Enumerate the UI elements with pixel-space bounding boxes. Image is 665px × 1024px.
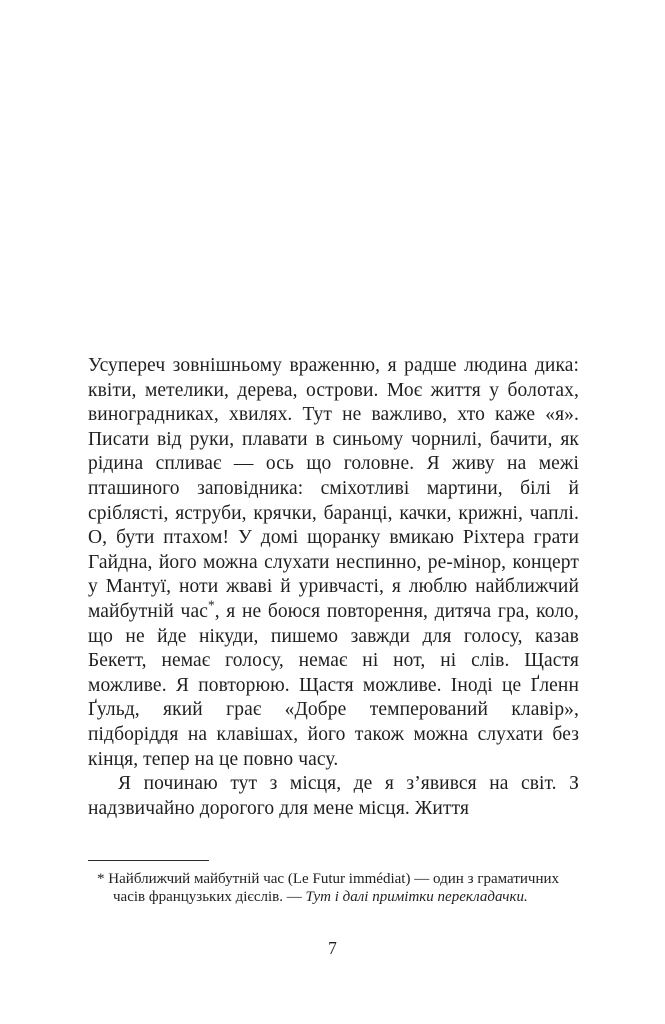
footnote (97, 871, 559, 907)
footnote-area (88, 860, 568, 907)
paragraph-1-text-before-marker: Усупереч зовнішньому враженню, я радше людина дика: квіти, метелики, дерева, острови. Моє життя у болотах, виноградниках, хвилях. Тут не важливо, хто каже «я». Писати від руки, плавати в синьому чорнилі, бачити, як рідина спливає — ось що головне. Я живу на межі пташиного заповідника: сміхотливі мартини, білі й сріблясті, яструби, крячки, баранці, качки, крижні, чаплі. О, бути птахом! У домі щоранку вмикаю Ріхтера грати Гайдна, його можна слухати неспинно, ре-мінор, концерт у Мантуї, ноти жваві й уривчасті, я люблю найближчий майбутній час (88, 355, 579, 622)
footnote-divider (88, 860, 209, 861)
page-body (88, 354, 579, 821)
paragraph-1-text-after-marker: , я не боюся повторення, дитяча гра, коло, що не йде нікуди, пишемо завжди для голосу, казав Бекетт, немає голосу, немає ні нот, ні слів. Щастя можливе. Я повторюю. Щастя можливе. Іноді це Ґленн Ґульд, який грає «Добре темперований клавір», підборіддя на клавішах, його також можна слухати без кінця, тепер на це повно часу. (88, 600, 579, 770)
footnote-marker: * (207, 597, 215, 613)
page-number: 7 (328, 938, 337, 958)
paragraph-2-text: Я починаю тут з місця, де я з’явився на світ. З надзвичайно дорогого для мене місця. Життя (88, 773, 579, 819)
footnote-translator-note: Тут і далі примітки перекладачки. (305, 888, 528, 905)
footnote-asterisk: * (97, 871, 105, 887)
paragraph-2 (88, 772, 579, 821)
paragraph-1 (88, 354, 579, 772)
footnote-text: Найближчий майбутній час (Le Futur immédiat) — один з граматичних часів французьких дієслів. — (104, 871, 559, 905)
